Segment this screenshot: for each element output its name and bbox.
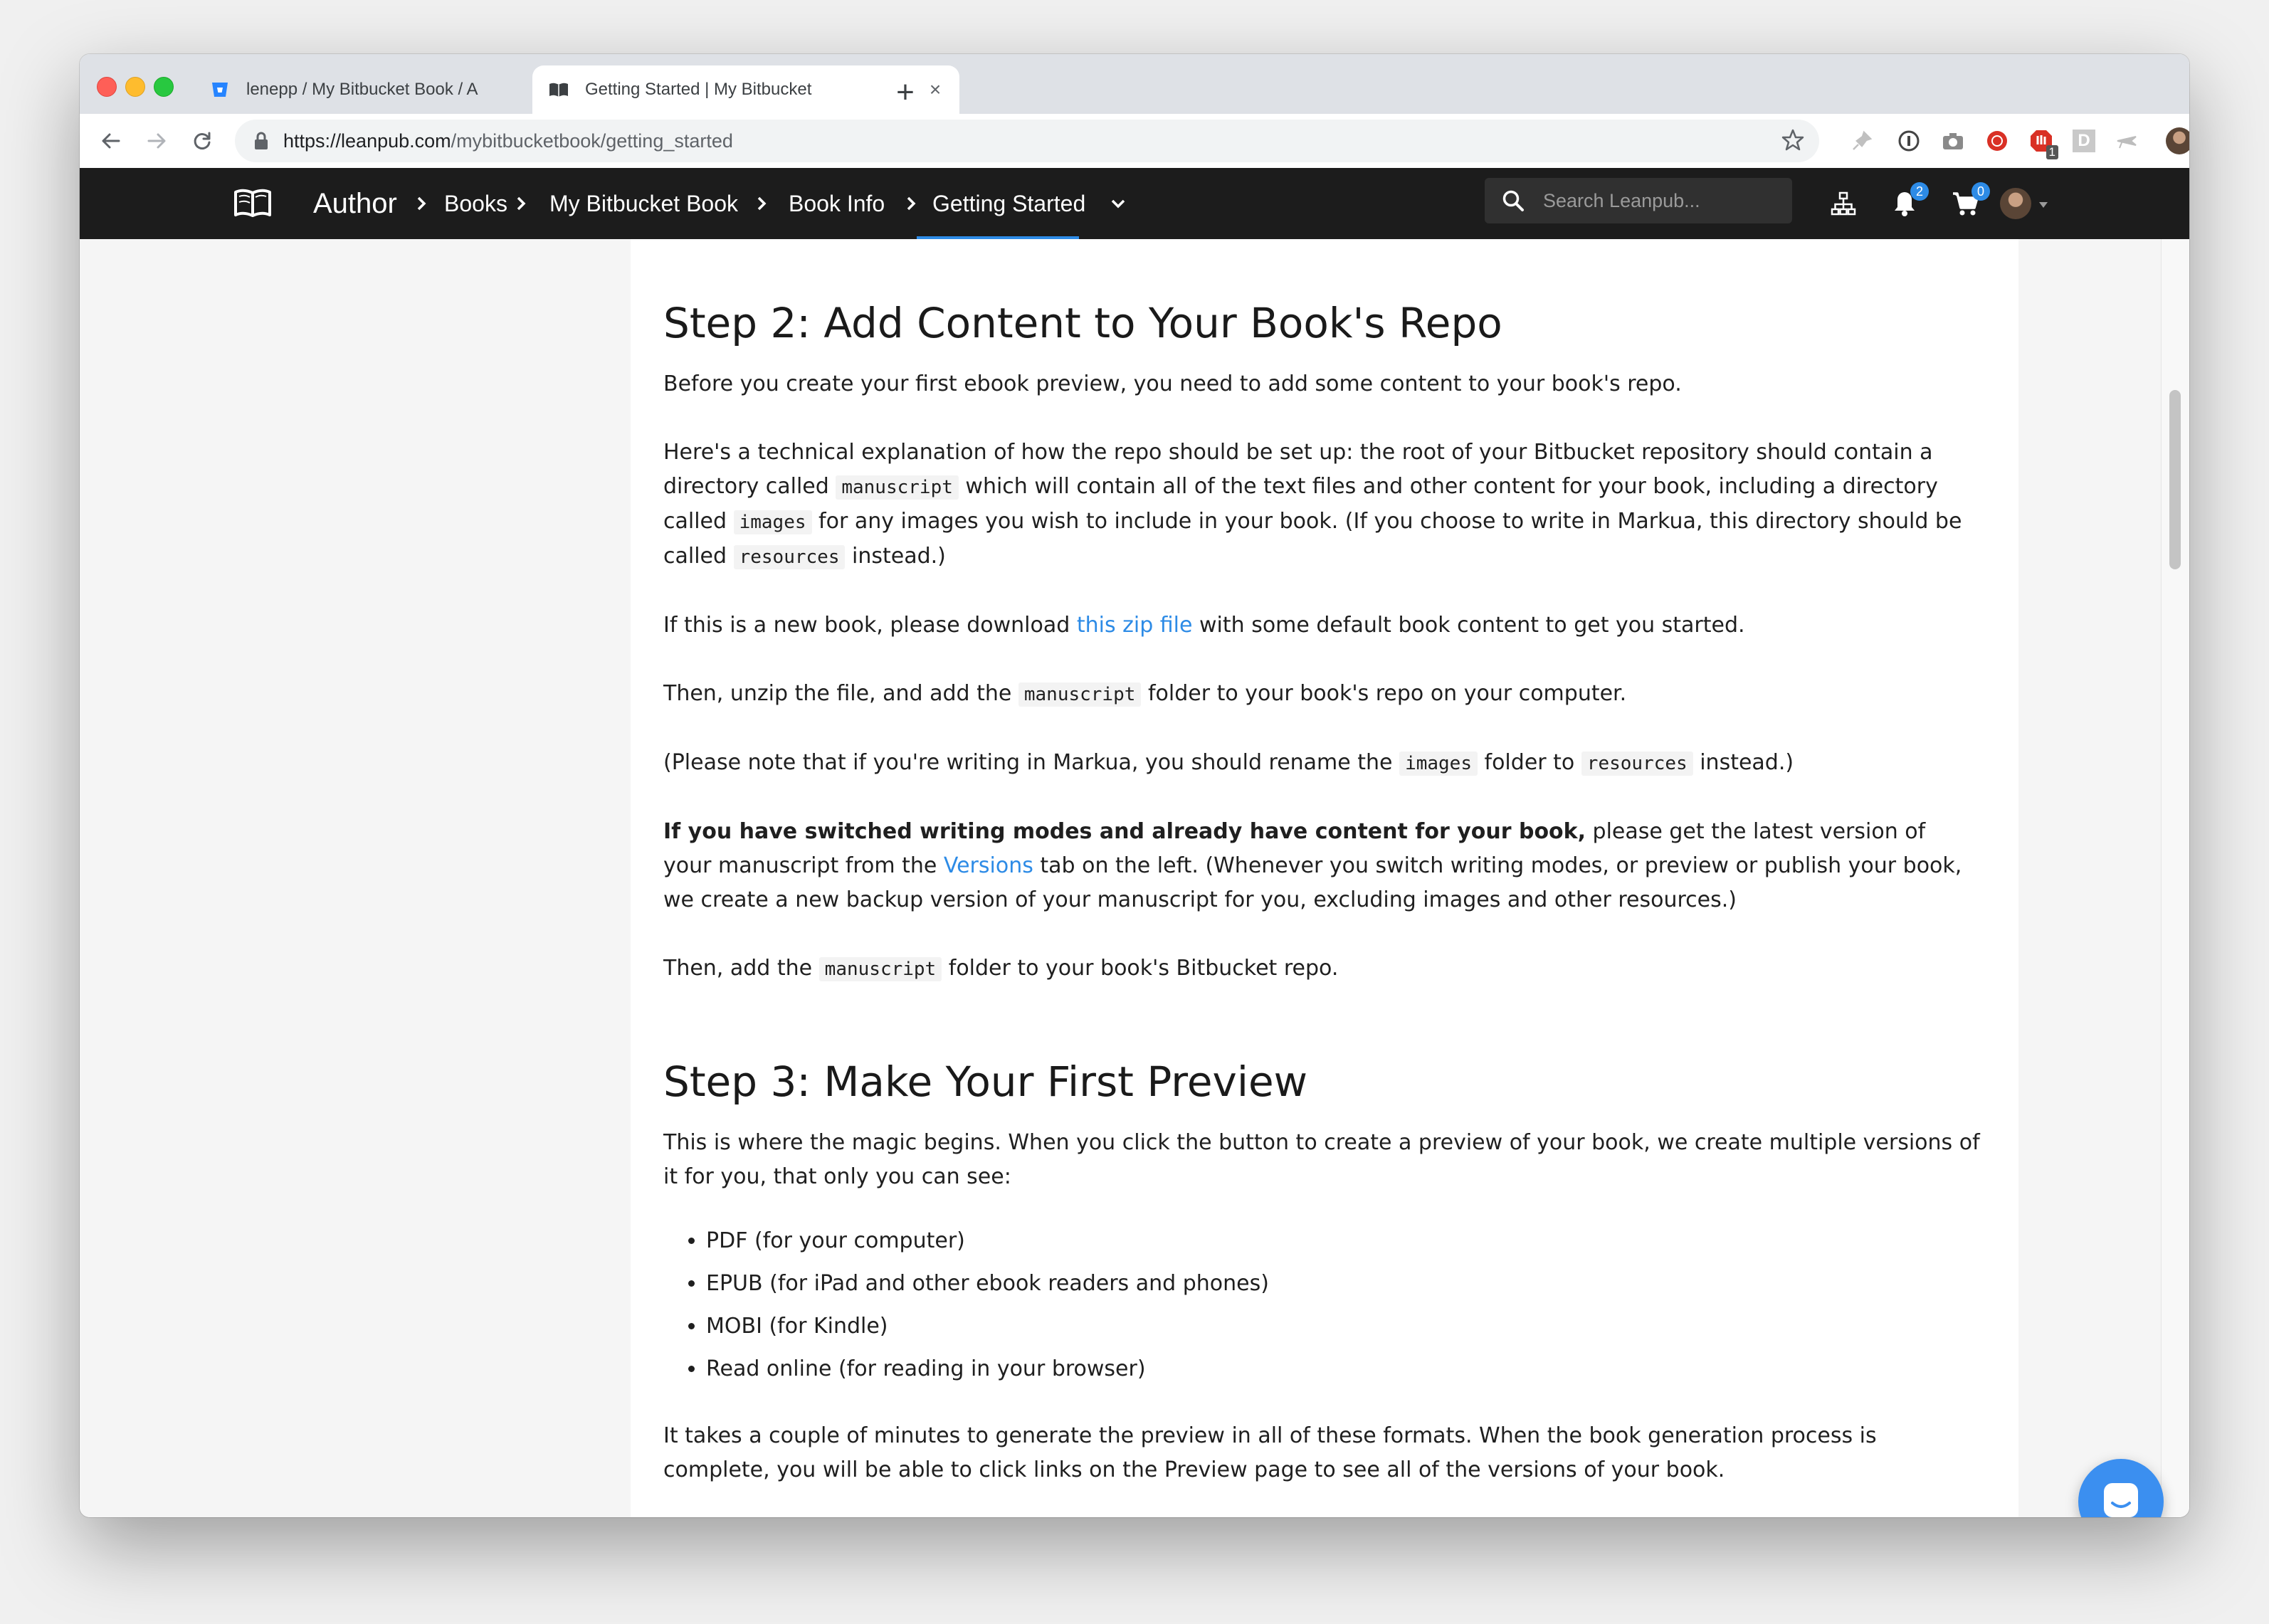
user-avatar[interactable] (2000, 188, 2031, 219)
breadcrumb-books[interactable]: Books (444, 190, 507, 216)
browser-window (80, 54, 2189, 1517)
inline-code: images (1399, 752, 1478, 776)
chat-launcher-button[interactable] (2078, 1459, 2164, 1517)
minimize-window-button[interactable] (125, 77, 145, 97)
browser-toolbar (80, 114, 2189, 169)
breadcrumb-book-info[interactable]: Book Info (789, 190, 885, 216)
close-window-button[interactable] (97, 77, 117, 97)
notifications-badge: 2 (1910, 182, 1929, 201)
step2-paragraph-switched-modes: If you have switched writing modes and already have content for your book, please get the latest version of your manuscript from the Versions tab on the left. (Whenever you switch writing modes, or preview or publish your book, we create a new backup version of your manuscript for you, excluding images and other resources.) (663, 819, 1962, 912)
inline-code: manuscript (1018, 682, 1142, 707)
breadcrumb-author[interactable]: Author (313, 187, 397, 219)
d-extension-label: D (2073, 130, 2095, 152)
list-item: • PDF (for your computer) (706, 1220, 1980, 1262)
cart-icon[interactable] (1949, 186, 1983, 221)
scrollbar-thumb[interactable] (2169, 390, 2181, 569)
pin-extension-icon[interactable] (1848, 127, 1876, 155)
inline-code: resources (1581, 752, 1693, 776)
plane-extension-icon[interactable] (2112, 127, 2141, 155)
list-item: • EPUB (for iPad and other ebook readers and phones) (706, 1262, 1980, 1305)
inline-code: manuscript (836, 475, 959, 500)
step3-paragraph-intro: This is where the magic begins. When you click the button to create a preview of your book, we create multiple versions of it for you, that only you can see: (663, 1130, 1980, 1189)
format-list (663, 1220, 1980, 1391)
password-extension-icon[interactable] (1895, 127, 1923, 155)
zip-file-link[interactable]: this zip file (1076, 613, 1193, 638)
notifications-bell-icon[interactable] (1888, 186, 1922, 221)
step2-paragraph-unzip: Then, unzip the file, and add the manuscript folder to your book's repo on your computer. (663, 681, 1627, 706)
chevron-right-icon (416, 168, 427, 239)
profile-avatar-icon[interactable] (2165, 127, 2189, 155)
bookmark-star-icon[interactable] (1781, 128, 1805, 156)
inline-code: resources (734, 545, 846, 569)
chevron-right-icon (756, 168, 767, 239)
caret-down-icon[interactable] (2038, 199, 2048, 212)
step2-paragraph-download: If this is a new book, please download this zip file with some default book content to get you started. (663, 613, 1745, 638)
search-input[interactable] (1543, 178, 1778, 223)
page-body (80, 239, 2189, 1517)
step2-paragraph-markua-note: (Please note that if you're writing in Markua, you should rename the images folder to resources instead.) (663, 750, 1794, 775)
leanpub-logo-icon[interactable] (233, 188, 272, 221)
url-text[interactable] (283, 120, 733, 162)
tab-strip (80, 54, 2189, 114)
book-icon (548, 79, 569, 100)
bitbucket-icon (209, 79, 231, 100)
adblock-badge: 1 (2046, 145, 2058, 159)
search-box[interactable] (1485, 178, 1792, 223)
step2-paragraph-intro: Before you create your first ebook preview, you need to add some content to your book's repo. (663, 371, 1682, 396)
chevron-down-icon[interactable] (1110, 168, 1126, 239)
zoom-window-button[interactable] (154, 77, 174, 97)
step2-paragraph-repo-structure: Here's a technical explanation of how the repo should be set up: the root of your Bitbucket repository should contain a directory called manuscript which will contain all of the text files and other content for your book, including a directory called images for any images you wish to include in your book. (If you choose to write in Markua, this directory should be called resources instead.) (663, 440, 1962, 569)
getting-started-content (663, 239, 1980, 1487)
camera-extension-icon[interactable] (1939, 127, 1967, 155)
step3-paragraph-generation: It takes a couple of minutes to generate the preview in all of these formats. When the book generation process is complete, you will be able to click links on the Preview page to see all of the versions of your book. (663, 1423, 1877, 1482)
sitemap-icon[interactable] (1826, 186, 1860, 221)
chat-icon (2100, 1479, 2142, 1518)
inline-code: images (734, 510, 812, 534)
new-tab-button[interactable]: + (896, 75, 915, 110)
search-icon (1502, 189, 1525, 216)
content-card (631, 239, 2018, 1517)
versions-link[interactable]: Versions (943, 853, 1033, 878)
inline-code: manuscript (819, 957, 942, 981)
step2-paragraph-add-folder: Then, add the manuscript folder to your book's Bitbucket repo. (663, 956, 1339, 981)
tab-title: Getting Started | My Bitbucket (585, 80, 812, 99)
url-path: /mybitbucketbook/getting_started (451, 130, 733, 152)
breadcrumb-my-bitbucket-book[interactable]: My Bitbucket Book (549, 190, 738, 216)
lock-icon (253, 131, 269, 154)
list-item: • MOBI (for Kindle) (706, 1305, 1980, 1348)
d-extension-icon[interactable] (2070, 127, 2098, 155)
step3-heading: Step 3: Make Your First Preview (663, 1058, 1308, 1106)
list-item: • Read online (for reading in your browser) (706, 1348, 1980, 1391)
record-extension-icon[interactable] (1983, 127, 2011, 155)
tab-title: lenepp / My Bitbucket Book / A (246, 80, 478, 99)
adblock-extension-icon[interactable] (2027, 127, 2055, 159)
address-bar[interactable] (235, 120, 1819, 162)
close-tab-icon[interactable]: × (929, 78, 942, 100)
back-icon[interactable] (95, 125, 127, 157)
chevron-right-icon (905, 168, 917, 239)
chevron-right-icon (515, 168, 527, 239)
reload-icon[interactable] (186, 125, 218, 157)
forward-icon[interactable] (141, 125, 172, 157)
breadcrumb-getting-started[interactable]: Getting Started (932, 190, 1086, 216)
bold-text: If you have switched writing modes and already have content for your book, (663, 819, 1586, 844)
cart-badge: 0 (1971, 182, 1990, 201)
url-host: https://leanpub.com (283, 130, 451, 152)
leanpub-navbar (80, 168, 2189, 239)
step2-heading: Step 2: Add Content to Your Book's Repo (663, 299, 1502, 347)
